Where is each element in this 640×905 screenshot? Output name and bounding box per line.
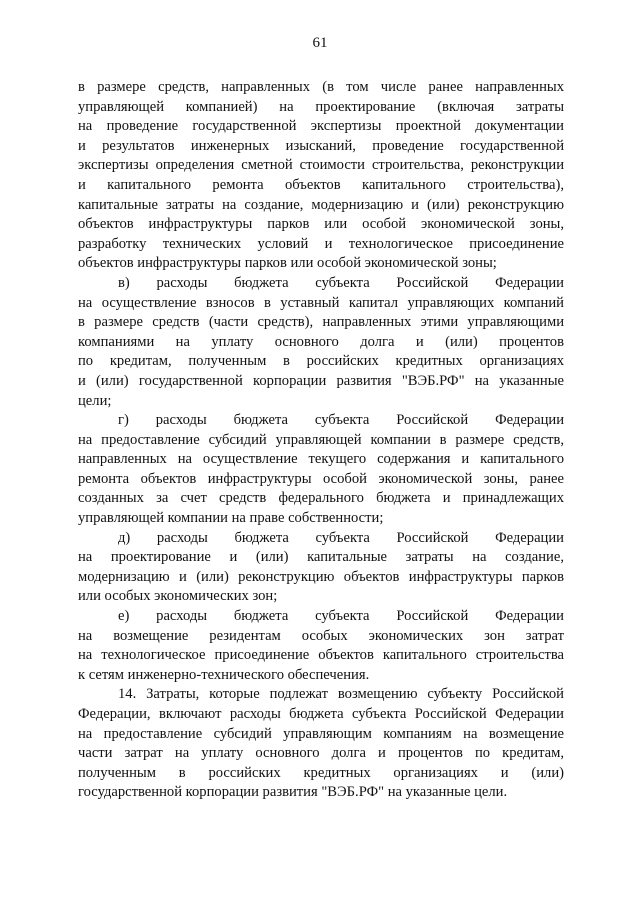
text-line: в размере средств, направленных (в том числе ранее направленных <box>78 79 564 95</box>
text-line: е) расходы бюджета субъекта Российской Федерации <box>118 608 564 625</box>
text-line: созданных за счет средств федерального бюджета и принадлежащих <box>78 490 564 507</box>
text-line: на осуществление взносов в уставный капитал управляющих компаний <box>78 294 564 311</box>
text-line: полученным в российских кредитных организациях и (или) <box>78 764 564 781</box>
text-line: на возмещение резидентам особых экономических зон затрат <box>78 627 564 644</box>
text-line: на технологическое присоединение объектов капитального строительства <box>78 647 564 664</box>
text-line: и (или) государственной корпорации развития "ВЭБ.РФ" на указанные <box>78 372 564 389</box>
text-line: объектов инфраструктуры парков или особой экономической зоны; <box>78 255 497 272</box>
text-line: направленных на осуществление текущего содержания и капитального <box>78 451 564 468</box>
text-line: модернизацию и (или) реконструкцию объектов инфраструктуры парков <box>78 568 564 585</box>
text-line: или особых экономических зон; <box>78 588 278 605</box>
document-body <box>78 78 564 803</box>
text-line: и капитального ремонта объектов капитального строительства), <box>78 176 564 193</box>
text-line: объектов инфраструктуры парков или особой экономической зоны, <box>78 216 564 233</box>
text-line: ремонта объектов инфраструктуры особой экономической зоны, ранее <box>78 470 564 487</box>
text-line: управляющей компанией) на проектирование (включая затраты <box>78 98 564 115</box>
text-line: г) расходы бюджета субъекта Российской Федерации <box>118 412 564 429</box>
text-line: в размере средств (части средств), направленных этими управляющими <box>78 314 564 331</box>
text-line: на предоставление субсидий управляющим компаниям на возмещение <box>78 725 564 742</box>
text-line: разработку технических условий и технологическое присоединение <box>78 235 564 252</box>
text-line: части затрат на уплату основного долга и процентов по кредитам, <box>78 745 564 762</box>
text-line: 14. Затраты, которые подлежат возмещению субъекту Российской <box>118 686 564 703</box>
text-line: по кредитам, полученным в российских кредитных организациях <box>78 353 564 370</box>
text-line: цели; <box>78 392 112 409</box>
text-line: на проведение государственной экспертизы проектной документации <box>78 118 564 135</box>
text-line: капитальные затраты на создание, модернизацию и (или) реконструкцию <box>78 196 564 213</box>
text-line: компаниями на уплату основного долга и (или) процентов <box>78 333 564 350</box>
text-line: на предоставление субсидий управляющей компании в размере средств, <box>78 431 564 448</box>
text-line: государственной корпорации развития "ВЭБ.РФ" на указанные цели. <box>78 784 508 801</box>
text-line: и результатов инженерных изысканий, проведение государственной <box>78 137 564 154</box>
text-line: д) расходы бюджета субъекта Российской Федерации <box>118 529 564 546</box>
text-line: на проектирование и (или) капитальные затраты на создание, <box>78 549 564 566</box>
text-line: к сетям инженерно-технического обеспечения. <box>78 666 370 683</box>
page-number: 61 <box>312 35 328 51</box>
text-line: Федерации, включают расходы бюджета субъекта Российской Федерации <box>78 706 564 722</box>
text-line: в) расходы бюджета субъекта Российской Федерации <box>118 274 564 291</box>
text-line: управляющей компании на праве собственности; <box>78 510 384 527</box>
text-line: экспертизы определения сметной стоимости строительства, реконструкции <box>78 157 564 174</box>
